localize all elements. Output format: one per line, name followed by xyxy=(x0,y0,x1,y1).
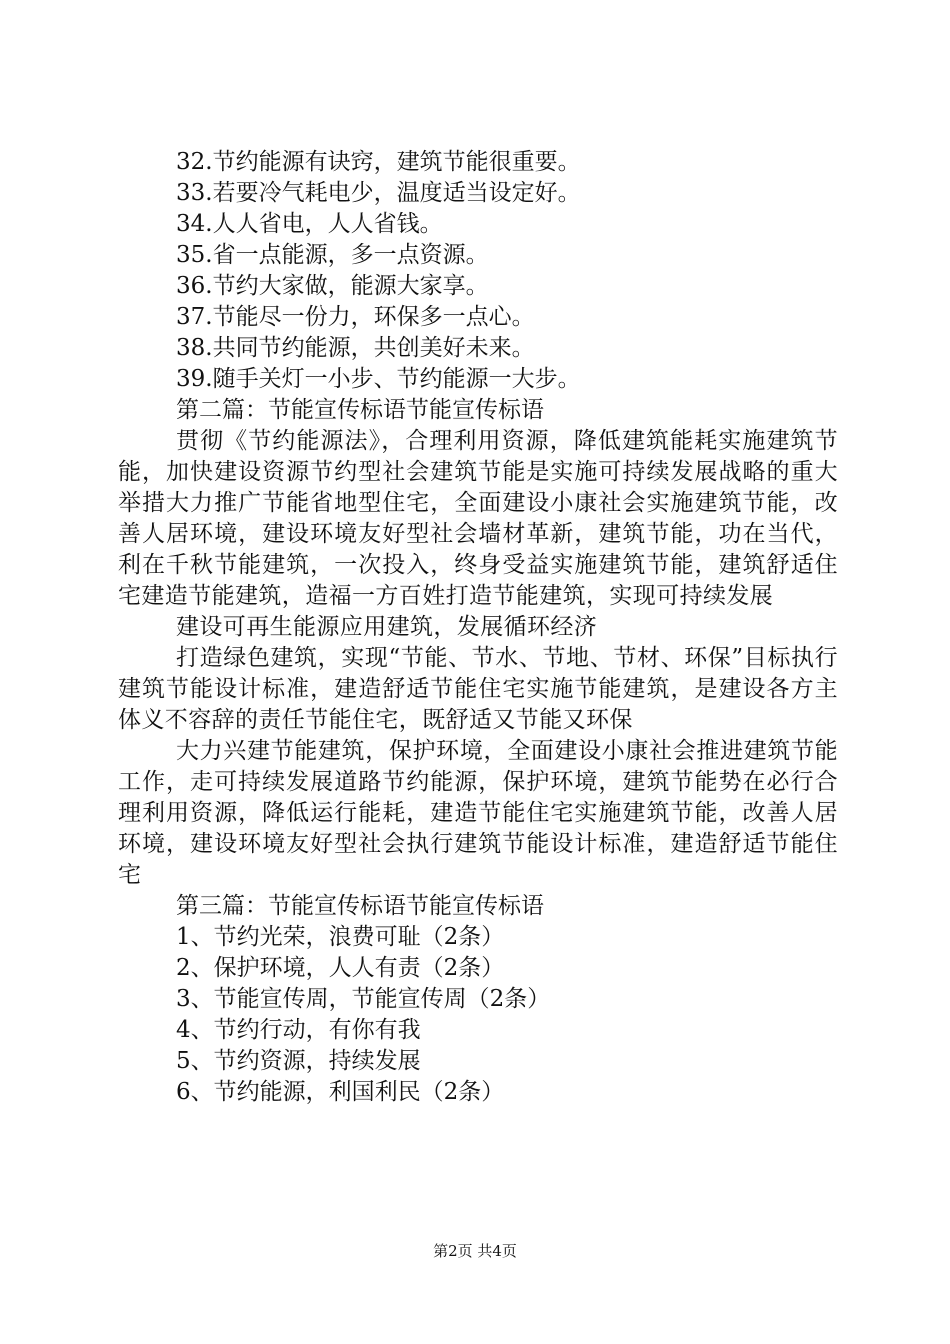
section3-item: 5、节约资源，持续发展 xyxy=(176,1048,421,1074)
section3-item: 2、保护环境，人人有责（2条） xyxy=(176,955,505,981)
section2-paragraph: 贯彻《节约能源法》，合理利用资源，降低建筑能耗实施建筑节能，加快建设资源节约型社会建筑节能是实施可持续发展战略的重大举措大力推广节能省地型住宅，全面建设小康社会实施建筑节能，改善人居环境，建设环境友好型社会墙材革新，建筑节能，功在当代，利在千秋节能建筑，一次投入，终身受益实施建筑节能，建筑舒适住宅建造节能建筑，造福一方百姓打造节能建筑，实现可持续发展 xyxy=(118,428,838,609)
document-body xyxy=(118,147,838,1108)
section2-paragraph: 大力兴建节能建筑，保护环境，全面建设小康社会推进建筑节能工作，走可持续发展道路节约能源，保护环境，建筑节能势在必行合理利用资源，降低运行能耗，建造节能住宅实施建筑节能，改善人居环境，建设环境友好型社会执行建筑节能设计标准，建造舒适节能住宅 xyxy=(118,738,838,888)
slogan-item: 33.若要冷气耗电少，温度适当设定好。 xyxy=(176,180,581,206)
section3-item: 1、节约光荣，浪费可耻（2条） xyxy=(176,924,505,950)
section2-paragraph: 打造绿色建筑，实现“节能、节水、节地、节材、环保”目标执行建筑节能设计标准，建造舒适节能住宅实施节能建筑，是建设各方主体义不容辞的责任节能住宅，既舒适又节能又环保 xyxy=(118,645,838,733)
slogan-item: 36.节约大家做，能源大家享。 xyxy=(176,273,489,299)
slogan-item: 32.节约能源有诀窍，建筑节能很重要。 xyxy=(176,149,581,175)
slogan-item: 37.节能尽一份力，环保多一点心。 xyxy=(176,304,535,330)
slogan-item: 34.人人省电，人人省钱。 xyxy=(176,211,443,237)
slogan-item: 39.随手关灯一小步、节约能源一大步。 xyxy=(176,366,581,392)
section-heading-3: 第三篇：节能宣传标语节能宣传标语 xyxy=(176,893,544,919)
section-heading-2: 第二篇：节能宣传标语节能宣传标语 xyxy=(176,397,544,423)
section2-paragraph: 建设可再生能源应用建筑，发展循环经济 xyxy=(176,614,598,640)
section3-item: 4、节约行动，有你有我 xyxy=(176,1017,421,1043)
slogan-item: 38.共同节约能源，共创美好未来。 xyxy=(176,335,535,361)
page-footer: 第2页 共4页 xyxy=(433,1242,517,1260)
slogan-item: 35.省一点能源，多一点资源。 xyxy=(176,242,489,268)
section3-item: 3、节能宣传周，节能宣传周（2条） xyxy=(176,986,551,1012)
section3-item: 6、节约能源，利国利民（2条） xyxy=(176,1079,505,1105)
